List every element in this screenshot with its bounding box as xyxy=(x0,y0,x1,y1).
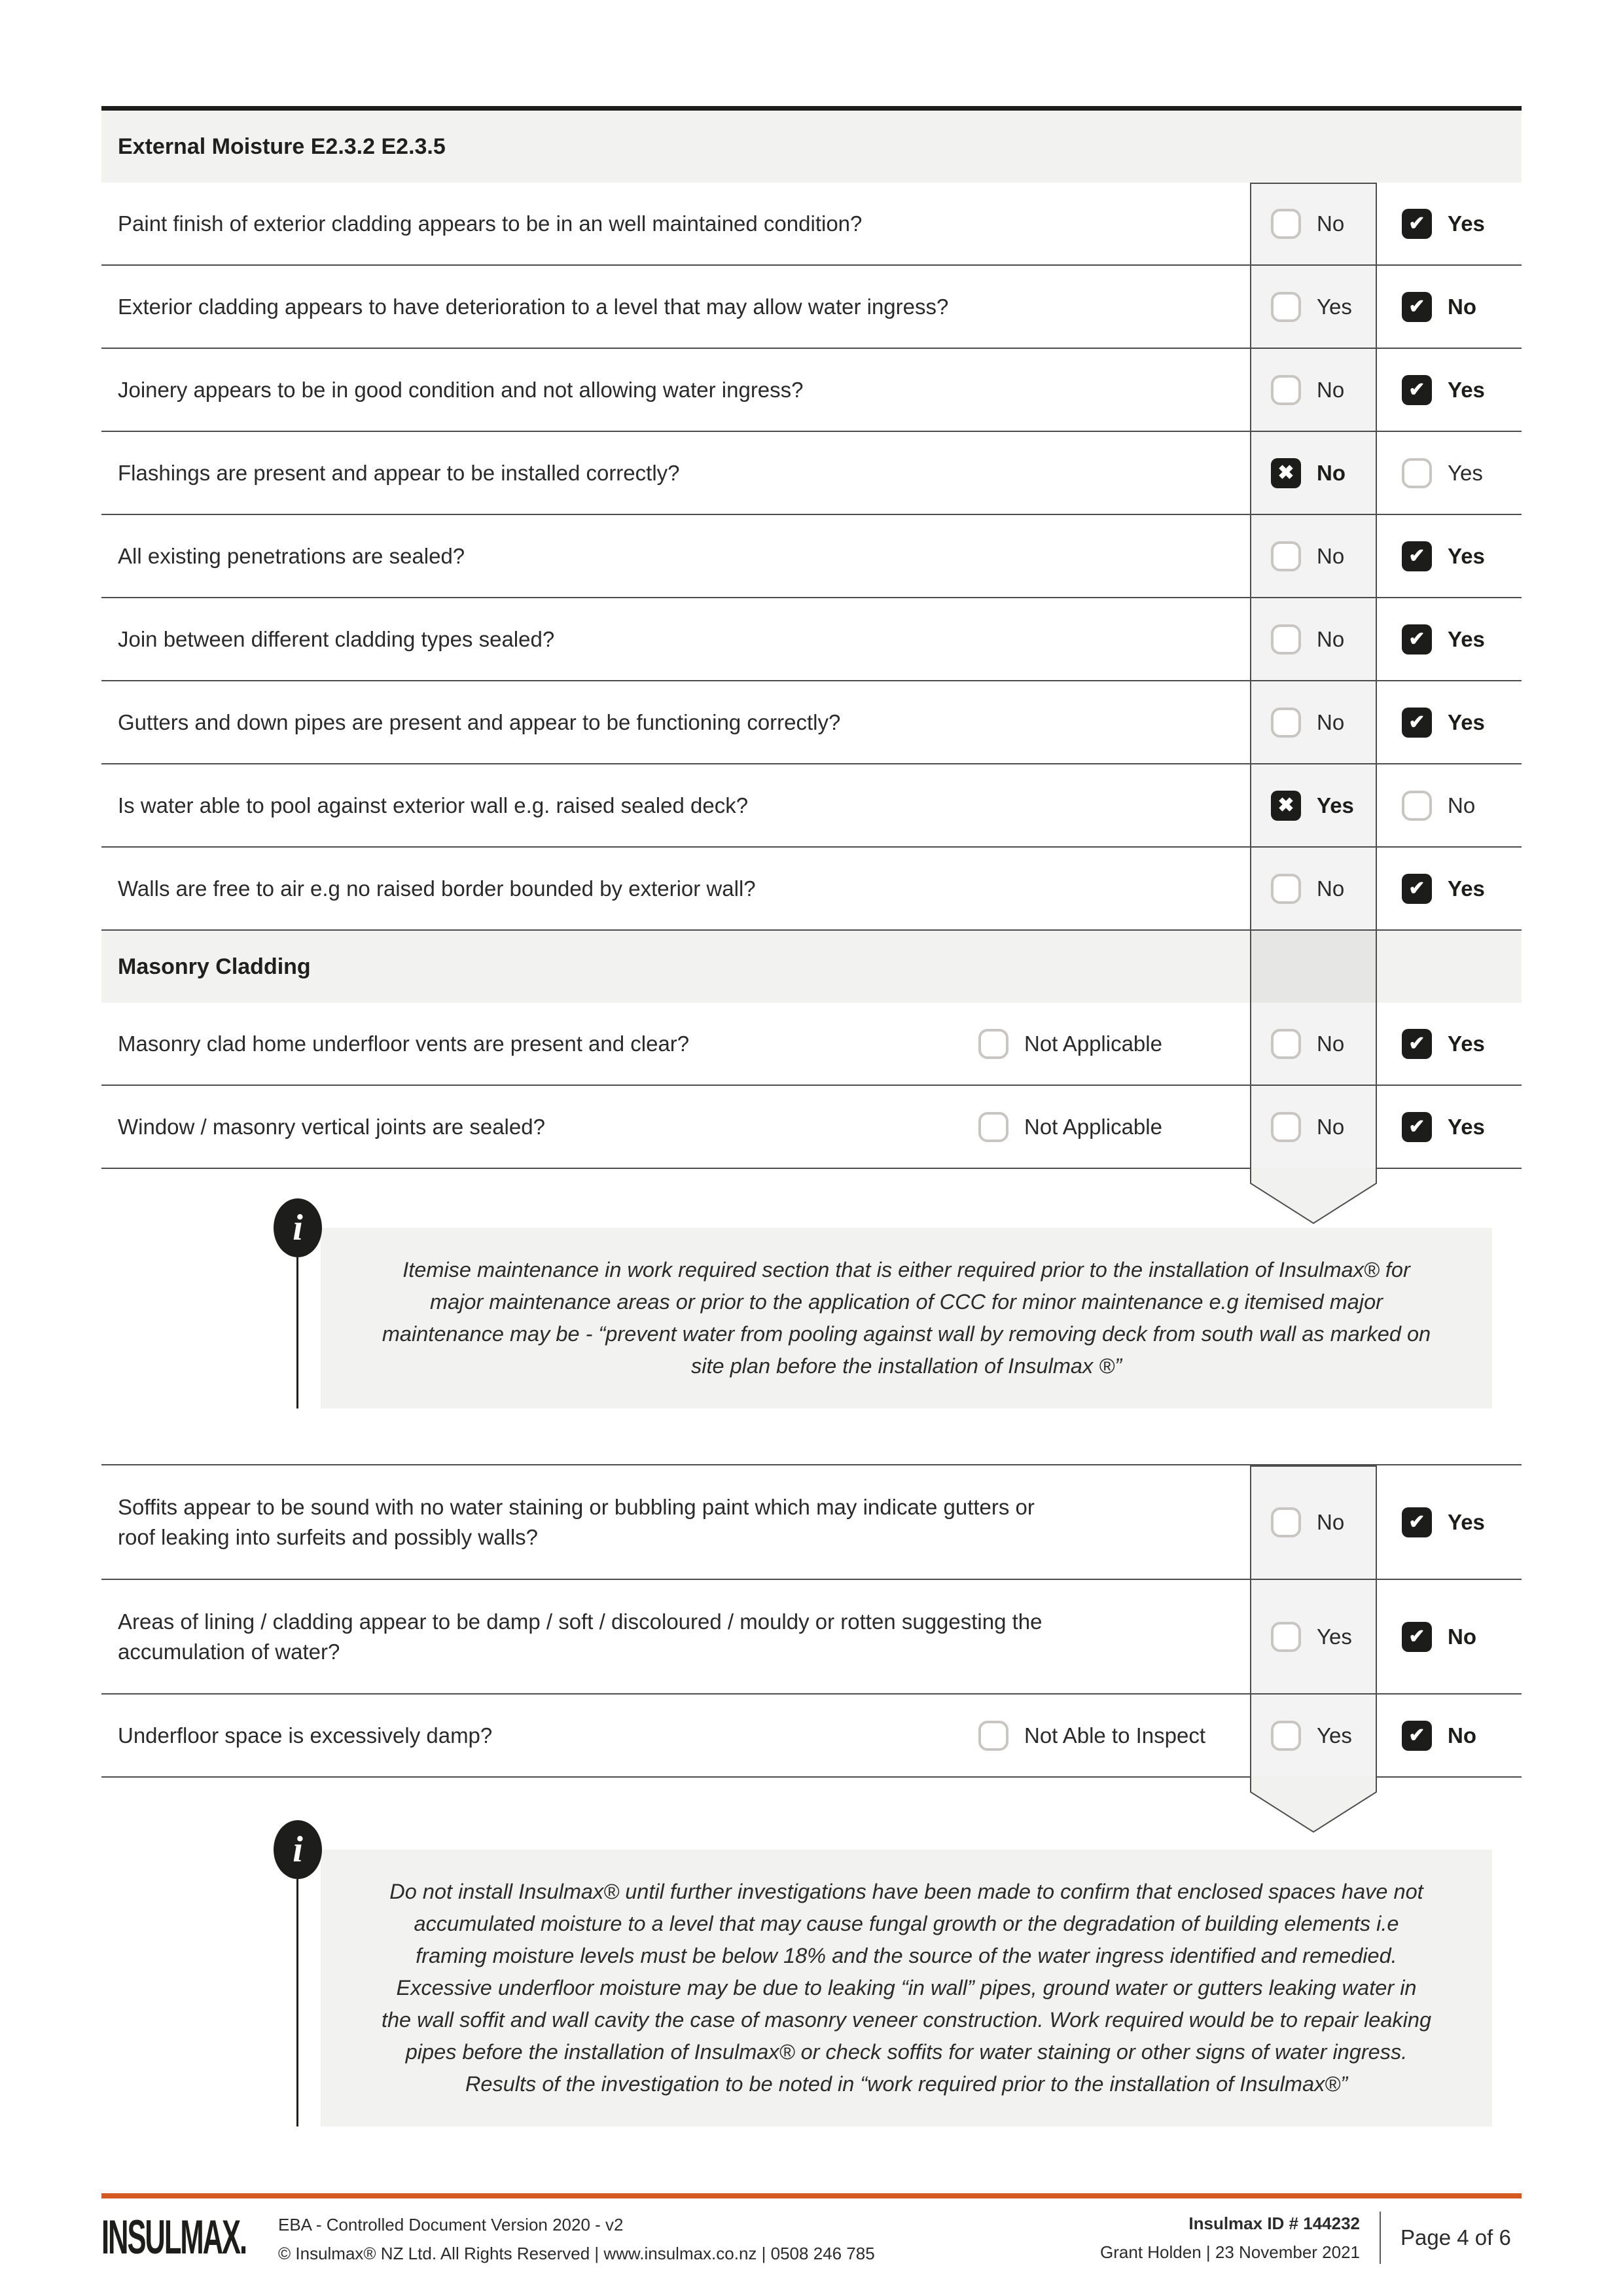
footer-ids xyxy=(1100,2209,1360,2267)
checkbox-icon[interactable] xyxy=(1402,791,1432,821)
answer-option-right[interactable] xyxy=(1402,1507,1485,1537)
footer-version-line: EBA - Controlled Document Version 2020 - v2 xyxy=(278,2215,624,2234)
answer-option-middle[interactable] xyxy=(1271,541,1344,571)
checkbox-icon[interactable] xyxy=(1271,209,1301,239)
option-label: Yes xyxy=(1317,1723,1352,1748)
footer xyxy=(101,2209,1522,2268)
option-label: Yes xyxy=(1448,460,1483,485)
footer-right xyxy=(1100,2209,1522,2267)
option-label: No xyxy=(1317,876,1345,901)
section-header-external-moisture: External Moisture E2.3.2 E2.3.5 xyxy=(101,111,1522,183)
checkbox-icon[interactable] xyxy=(1271,375,1301,405)
answer-option-right[interactable] xyxy=(1402,708,1485,738)
answer-option-right[interactable] xyxy=(1402,1622,1476,1652)
answer-option-right[interactable] xyxy=(1402,375,1485,405)
checkbox-icon[interactable]: ✔ xyxy=(1402,874,1432,904)
question-text: Masonry clad home underfloor vents are present and clear? xyxy=(118,1031,690,1056)
checkbox-icon[interactable] xyxy=(1271,708,1301,738)
option-label: No xyxy=(1448,294,1476,319)
option-label: No xyxy=(1317,709,1345,734)
footer-left-text xyxy=(278,2209,875,2268)
option-label: Yes xyxy=(1448,377,1485,402)
checkbox-icon[interactable] xyxy=(1402,458,1432,488)
checkbox-icon[interactable]: ✔ xyxy=(1402,375,1432,405)
option-label: No xyxy=(1448,1723,1476,1748)
checkbox-icon[interactable] xyxy=(1271,1622,1301,1652)
checkbox-icon[interactable]: ✔ xyxy=(1402,1721,1432,1751)
option-label: Yes xyxy=(1448,543,1485,568)
option-label: Yes xyxy=(1448,1114,1485,1139)
external-moisture-table xyxy=(101,111,1522,1169)
question-text: Paint finish of exterior cladding appears to be in an well maintained condition? xyxy=(118,211,863,236)
option-label: Not Able to Inspect xyxy=(1024,1723,1206,1748)
footer-copyright-line: © Insulmax® NZ Ltd. All Rights Reserved | www.insulmax.co.nz | 0508 246 785 xyxy=(278,2244,875,2263)
checkbox-icon[interactable] xyxy=(1271,292,1301,322)
answer-option-middle[interactable] xyxy=(1271,1029,1344,1059)
document-content xyxy=(101,0,1522,2268)
checkbox-icon[interactable]: ✔ xyxy=(1402,1029,1432,1059)
insulmax-id: Insulmax ID # 144232 xyxy=(1188,2214,1360,2233)
option-label: No xyxy=(1317,377,1345,402)
answer-option-right[interactable] xyxy=(1402,209,1485,239)
info-icon: i xyxy=(274,1820,322,1879)
question-text: Areas of lining / cladding appear to be damp / soft / discoloured / mouldy or rotten suggesting the accumulation of water? xyxy=(118,1609,1043,1664)
answer-option-middle[interactable] xyxy=(1271,1112,1344,1142)
checkbox-icon[interactable] xyxy=(978,1029,1008,1059)
option-label: Yes xyxy=(1317,1624,1352,1649)
info-text: Itemise maintenance in work required section that is either required prior to the installation of Insulmax® for major maintenance areas or prior to the application of CCC for minor maintenance e.g itemised major maintenance may be - “prevent water from pooling against wall by removing deck from south wall as marked on site plan before the installation of Insulmax ®” xyxy=(382,1258,1431,1378)
question-text: All existing penetrations are sealed? xyxy=(118,543,465,568)
answer-option-middle[interactable] xyxy=(1271,791,1354,821)
answer-option-middle[interactable] xyxy=(1271,874,1344,904)
option-label: No xyxy=(1317,460,1346,485)
option-label: Yes xyxy=(1317,294,1352,319)
option-label: Not Applicable xyxy=(1024,1114,1162,1139)
checkbox-icon[interactable]: ✔ xyxy=(1402,292,1432,322)
question-text: Gutters and down pipes are present and appear to be functioning correctly? xyxy=(118,709,841,734)
section-header: Masonry Cladding xyxy=(101,931,1522,1003)
question-text: Join between different cladding types sealed? xyxy=(118,626,555,651)
checkbox-icon[interactable]: ✖ xyxy=(1271,791,1301,821)
option-label: Yes xyxy=(1448,626,1485,651)
option-label: Yes xyxy=(1317,793,1354,817)
checkbox-icon[interactable]: ✖ xyxy=(1271,458,1301,488)
checkbox-icon[interactable] xyxy=(978,1112,1008,1142)
checkbox-icon[interactable]: ✔ xyxy=(1402,1622,1432,1652)
checkbox-icon[interactable] xyxy=(1271,1721,1301,1751)
not-applicable-option[interactable] xyxy=(978,1112,1162,1142)
checkbox-icon[interactable] xyxy=(1271,624,1301,655)
answer-option-middle[interactable] xyxy=(1271,458,1346,488)
option-label: No xyxy=(1317,1031,1345,1056)
answer-option-middle[interactable] xyxy=(1271,292,1352,322)
option-label: No xyxy=(1448,793,1476,817)
option-label: No xyxy=(1317,1114,1345,1139)
checkbox-icon[interactable] xyxy=(1271,1029,1301,1059)
option-label: No xyxy=(1317,1509,1345,1534)
info-callout-investigation xyxy=(293,1829,1492,2126)
highlight-column-arrow xyxy=(1250,1776,1377,1834)
option-label: No xyxy=(1317,626,1345,651)
question-text: Flashings are present and appear to be installed correctly? xyxy=(118,460,680,485)
option-label: No xyxy=(1317,211,1345,236)
checkbox-icon[interactable]: ✔ xyxy=(1402,541,1432,571)
checkbox-icon[interactable]: ✔ xyxy=(1402,708,1432,738)
answer-option-middle[interactable] xyxy=(1271,1721,1352,1751)
option-label: Not Applicable xyxy=(1024,1031,1162,1056)
answer-option-right[interactable] xyxy=(1402,292,1476,322)
answer-option-right[interactable] xyxy=(1402,541,1485,571)
answer-option-middle[interactable] xyxy=(1271,1507,1344,1537)
question-text: Soffits appear to be sound with no water staining or bubbling paint which may indicate gutters or roof leaking into surfeits and possibly walls? xyxy=(118,1494,1035,1549)
answer-option-middle[interactable] xyxy=(1271,375,1344,405)
moisture-damage-table xyxy=(101,1464,1522,1778)
info-icon-tail xyxy=(296,1257,298,1408)
checkbox-icon[interactable]: ✔ xyxy=(1402,624,1432,655)
answer-option-middle[interactable] xyxy=(1271,708,1344,738)
answer-option-right[interactable] xyxy=(1402,458,1483,488)
answer-option-right[interactable] xyxy=(1402,624,1485,655)
question-text: Underfloor space is excessively damp? xyxy=(118,1723,493,1748)
checkbox-icon[interactable] xyxy=(1271,1112,1301,1142)
checkbox-icon[interactable]: ✔ xyxy=(1402,1112,1432,1142)
checkbox-icon[interactable] xyxy=(1271,874,1301,904)
question-text: Window / masonry vertical joints are sealed? xyxy=(118,1114,545,1139)
question-text: Walls are free to air e.g no raised border bounded by exterior wall? xyxy=(118,876,756,901)
checkbox-icon[interactable] xyxy=(978,1721,1008,1751)
option-label: Yes xyxy=(1448,1031,1485,1056)
table-top-rule xyxy=(101,106,1522,111)
not-applicable-option[interactable] xyxy=(978,1029,1162,1059)
answer-option-middle[interactable] xyxy=(1271,624,1344,655)
checkbox-icon[interactable] xyxy=(1271,541,1301,571)
highlight-column-arrow xyxy=(1250,1168,1377,1225)
checkbox-icon[interactable] xyxy=(1271,1507,1301,1537)
option-label: Yes xyxy=(1448,876,1485,901)
question-text: Exterior cladding appears to have deterioration to a level that may allow water ingress? xyxy=(118,294,949,319)
inspector-name-date: Grant Holden | 23 November 2021 xyxy=(1100,2242,1360,2262)
answer-option-right[interactable] xyxy=(1402,1029,1485,1059)
info-icon: i xyxy=(274,1198,322,1257)
page-number: Page 4 of 6 xyxy=(1400,2225,1511,2250)
answer-option-right[interactable] xyxy=(1402,874,1485,904)
question-text: Joinery appears to be in good condition and not allowing water ingress? xyxy=(118,377,804,402)
footer-divider xyxy=(1380,2212,1381,2264)
answer-option-middle[interactable] xyxy=(1271,1622,1352,1652)
checkbox-icon[interactable]: ✔ xyxy=(1402,209,1432,239)
not-applicable-option[interactable] xyxy=(978,1721,1205,1751)
info-icon-tail xyxy=(296,1879,298,2126)
footer-accent-line xyxy=(101,2193,1522,2198)
option-label: No xyxy=(1448,1624,1476,1649)
answer-option-right[interactable] xyxy=(1402,1112,1485,1142)
answer-option-middle[interactable] xyxy=(1271,209,1344,239)
highlight-column xyxy=(1250,183,1377,1169)
option-label: Yes xyxy=(1448,709,1485,734)
option-label: Yes xyxy=(1448,1509,1485,1534)
answer-option-right[interactable] xyxy=(1402,791,1475,821)
option-label: No xyxy=(1317,543,1345,568)
option-label: Yes xyxy=(1448,211,1485,236)
insulmax-logo: INSULMAX. xyxy=(101,2210,246,2264)
question-text: Is water able to pool against exterior wall e.g. raised sealed deck? xyxy=(118,793,749,817)
info-callout-maintenance xyxy=(293,1207,1492,1408)
answer-option-right[interactable] xyxy=(1402,1721,1476,1751)
info-text: Do not install Insulmax® until further investigations have been made to confirm that enclosed spaces have not accumulated moisture to a level that may cause fungal growth or the degradation of building elements i.e framing moisture levels must be below 18% and the source of the water ingress identified and remedied. Excessive underfloor moisture may be due to leaking “in wall” pipes, ground water or gutters leaking water in the wall soffit and wall cavity the case of masonry veneer construction. Work required would be to repair leaking pipes before the installation of Insulmax® or check soffits for water staining or other signs of water ingress. Results of the investigation to be noted in “work required prior to the installation of Insulmax®” xyxy=(381,1880,1432,2096)
checkbox-icon[interactable]: ✔ xyxy=(1402,1507,1432,1537)
